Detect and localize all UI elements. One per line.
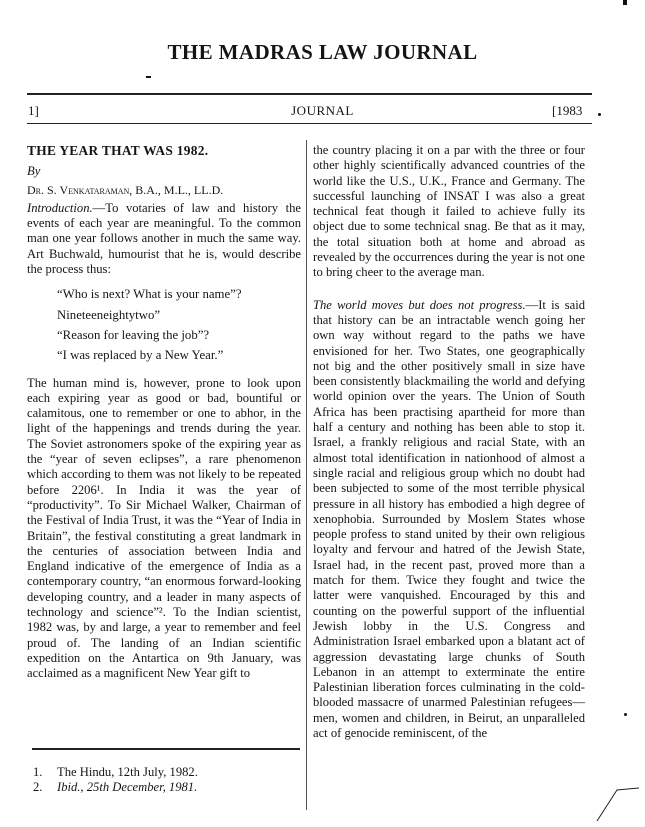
intro-heading: Introduction. bbox=[27, 200, 93, 215]
author-name: Dr. S. Venkataraman, B.A., M.L., LL.D. bbox=[27, 182, 224, 197]
corner-stroke bbox=[597, 788, 639, 821]
footnote-item bbox=[27, 765, 301, 780]
column-divider bbox=[306, 140, 307, 810]
footnote-number: 1. bbox=[33, 765, 43, 779]
left-column bbox=[27, 143, 301, 682]
quote-line: Nineteeneightytwo” bbox=[57, 307, 161, 322]
running-head-right: [1983 bbox=[552, 103, 583, 118]
header-rule-bottom bbox=[27, 123, 592, 124]
footnote-number: 2. bbox=[33, 780, 43, 794]
running-head-left: 1] bbox=[28, 103, 39, 118]
body-paragraph bbox=[313, 298, 585, 742]
intro-paragraph bbox=[27, 201, 301, 277]
journal-masthead: THE MADRAS LAW JOURNAL bbox=[167, 40, 478, 64]
ink-dot bbox=[624, 713, 627, 716]
ink-dot bbox=[598, 113, 601, 116]
footnote-text: The Hindu, 12th July, 1982. bbox=[57, 765, 198, 779]
footnote-text: Ibid., 25th December, 1981. bbox=[57, 780, 198, 794]
article-title: THE YEAR THAT WAS 1982. bbox=[27, 143, 209, 158]
footnote-item bbox=[27, 780, 301, 795]
header-rule-top bbox=[27, 93, 592, 95]
footnote-rule bbox=[32, 748, 300, 750]
footnotes bbox=[27, 765, 301, 795]
right-column bbox=[313, 143, 585, 741]
quote-block bbox=[27, 287, 301, 363]
quote-line: “Who is next? What is your name”? bbox=[57, 287, 242, 302]
ink-speck bbox=[623, 0, 627, 5]
corner-scribble bbox=[595, 778, 640, 823]
intro-text: —To votaries of law and history the events of each year are meaningful. To the common man one year follows another in much the same way. Art Buchwald, humourist that he is, would describe the process thus: bbox=[27, 200, 301, 277]
ink-speck bbox=[146, 76, 151, 78]
quote-line: “I was replaced by a New Year.” bbox=[57, 348, 224, 363]
body-paragraph: the country placing it on a par with the three or four other highly scientifically advanced countries of the world like the U.S., U.K., France and Germany. The successful launching of INSAT I was also a great technical feat though it failed to achieve fully its object due to some technical snag. Be that as it may, the total situation both at home and abroad as revealed by the occurrences during the year is not one to bring cheer to the average man. bbox=[313, 143, 585, 280]
body-paragraph: The human mind is, however, prone to look upon each expiring year as good or bad, bountiful or calamitous, one to remember or one to abhor, in the light of the happenings and trends during the year. The Soviet astronomers spoke of the expiring year as the “year of seven eclipses”, a rare phenomenon which according to them was not likely to be repeated before 2206¹. In India it was the year of “productivity”. To Sir Michael Walker, Chairman of the Festival of India Trust, it was the “Year of India in Britain”, the festival constituting a great landmark in the centuries of association between India and England indicative of the emergence of India as a contemporary country, “an enormous forward-looking developing country, and a leader in many aspects of technology and science”². To the Indian scientist, 1982 was, by and large, a year to remember and feel proud of. The landing of an Indian scientific expedition on the Antartica on 9th January, was acclaimed as a magnificent New Year gift to bbox=[27, 375, 301, 681]
running-head-center: JOURNAL bbox=[291, 103, 354, 118]
section-heading: The world moves but does not progress. bbox=[313, 297, 526, 312]
section-text: —It is said that history can be an intractable wench going her own way without regard to the paths we have envisioned for her. Two States, one geographically not big and the other positively small in size have been consistently blackmailing the world and defying world opinion over the years. The Union of South Africa has been practising apartheid for more than half a century and nothing has been able to stop it. Israel, a frankly religious and racial State, with an almost total identification in nationhood of almost a single racial and religious group which no doubt had been subjected to some of the most terrible physical pressure in all history has embodied a high degree of xenophobia. Surrounded by Moslem States whose people profess to stand united by their own religious loyalty and fervour and hatred of the Jewish State, Israel had, in the recent past, proved more than a match for them. Twice they fought and twice the latter were vanquished. Encouraged by this and counting on the powerful support of the influential Jewish lobby in the U.S. Congress and Administration Israel embarked upon a blatant act of aggression devastating large chunks of South Lebanon in an attempt to exterminate the entire Palestinian liberation forces culminating in the cold-blooded massacre of unarmed Palestinian refugees—men, women and children, in Beirut, an unparalleled act of genocide reminiscent, of the bbox=[313, 297, 585, 740]
quote-line: “Reason for leaving the job”? bbox=[57, 327, 210, 342]
byline-label: By bbox=[27, 164, 41, 179]
